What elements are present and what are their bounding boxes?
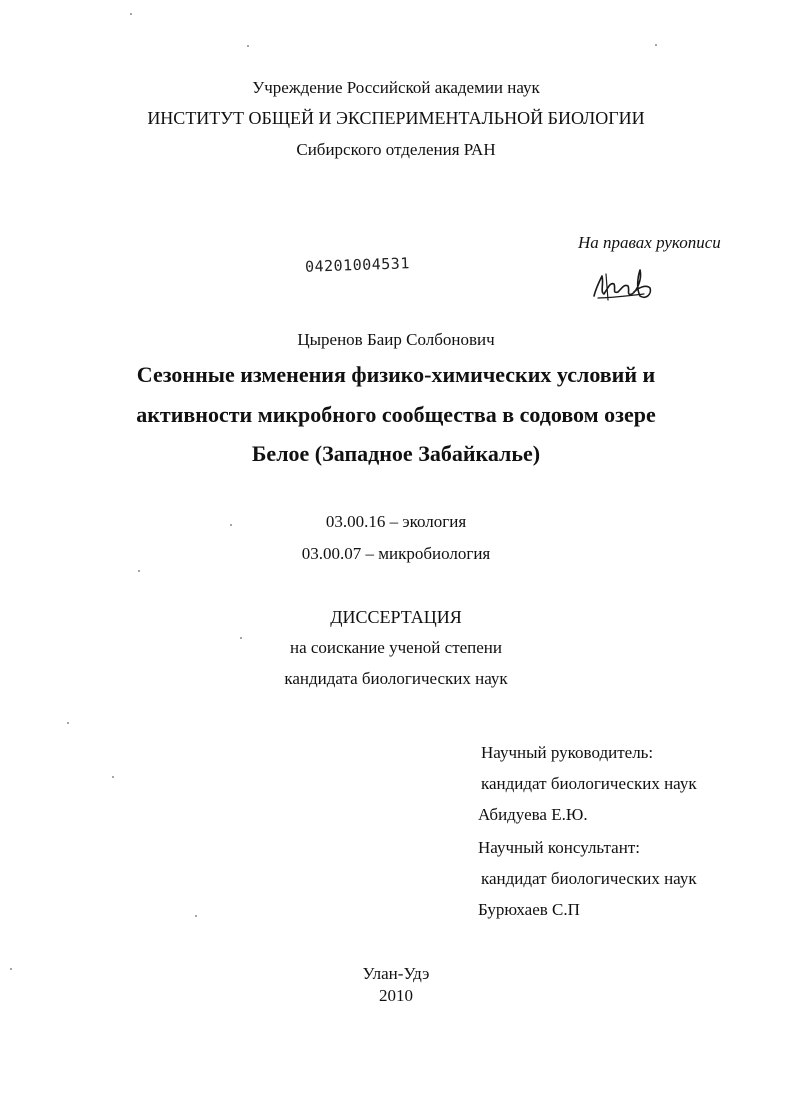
- supervisor-degree: кандидат биологических наук: [481, 774, 697, 793]
- scan-speck: [138, 570, 140, 572]
- degree-purpose: на соискание ученой степени: [289, 638, 503, 657]
- institution-branch: Сибирского отделения РАН: [296, 140, 496, 159]
- institution-name: ИНСТИТУТ ОБЩЕЙ И ЭКСПЕРИМЕНТАЛЬНОЙ БИОЛОГИИ: [147, 108, 645, 128]
- scan-speck: [130, 13, 132, 15]
- document-type: ДИССЕРТАЦИЯ: [330, 607, 462, 627]
- consultant-degree: кандидат биологических наук: [481, 869, 697, 888]
- supervisor-name: Абидуева Е.Ю.: [478, 805, 588, 824]
- degree-field: кандидата биологических наук: [284, 669, 508, 688]
- specialty-code: 03.00.16 – экология: [325, 512, 467, 531]
- consultant-name: Бурюхаев С.П: [478, 900, 580, 919]
- specialty-code: 03.00.07 – микробиология: [301, 544, 491, 563]
- dissertation-title-line: Сезонные изменения физико-химических условий и: [136, 362, 656, 387]
- city: Улан-Удэ: [362, 964, 430, 983]
- scan-speck: [112, 776, 114, 778]
- dissertation-title-line: Белое (Западное Забайкалье): [251, 441, 541, 466]
- scan-speck: [67, 722, 69, 724]
- consultant-label: Научный консультант:: [478, 838, 640, 857]
- institution-parent: Учреждение Российской академии наук: [252, 78, 540, 97]
- author-name: Цыренов Баир Солбонович: [297, 330, 495, 349]
- scan-speck: [247, 45, 249, 47]
- catalog-number-stamp: 04201004531: [304, 254, 411, 276]
- supervisor-label: Научный руководитель:: [481, 743, 654, 762]
- manuscript-rights-note: На правах рукописи: [578, 233, 721, 252]
- scan-speck: [195, 915, 197, 917]
- year: 2010: [379, 986, 413, 1005]
- scan-speck: [655, 44, 657, 46]
- signature-icon: [586, 258, 658, 306]
- dissertation-title-line: активности микробного сообщества в содовом озере: [136, 402, 656, 427]
